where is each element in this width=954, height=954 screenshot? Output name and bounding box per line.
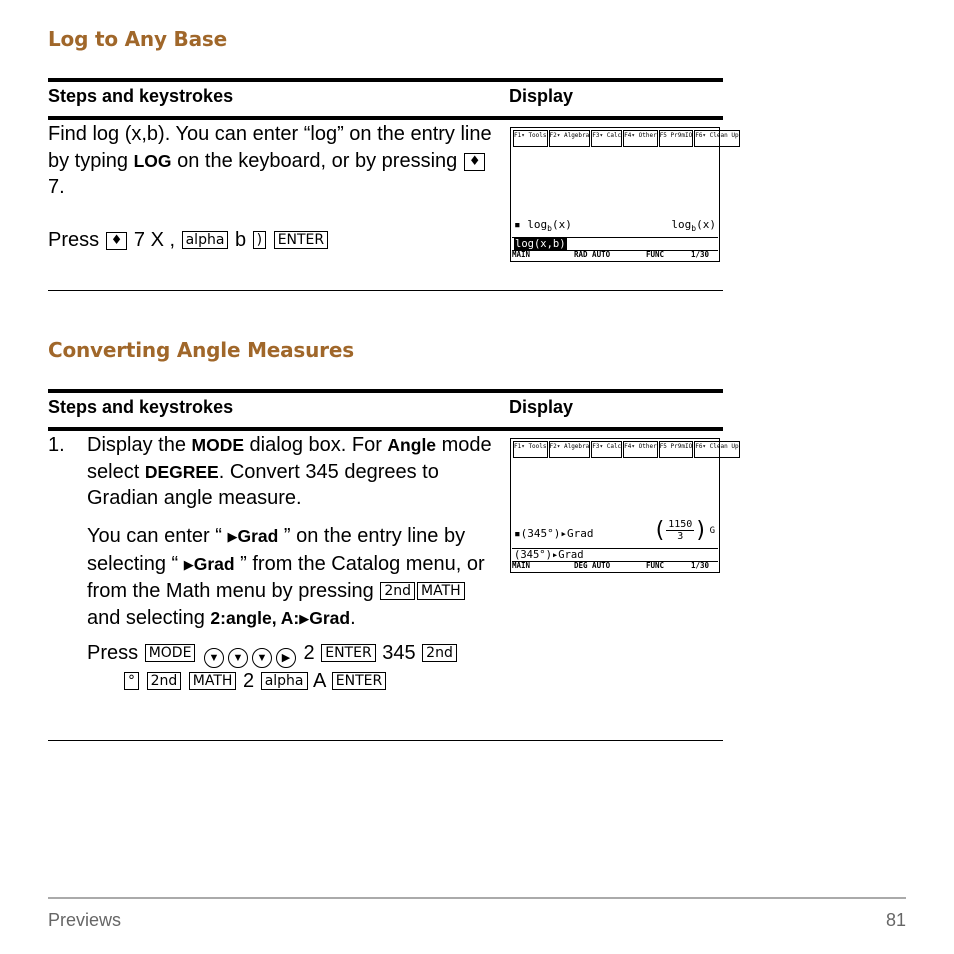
- toolbar-tab-f2: F2▾ Algebra: [549, 441, 591, 458]
- diamond-key: ♦: [464, 153, 486, 171]
- calculator-screen-angle: [510, 438, 739, 573]
- toolbar-tab-f4: F4▾ Other: [623, 441, 658, 458]
- enter-key: ENTER: [321, 644, 375, 662]
- entry-line: (345°)▸Grad: [512, 548, 718, 562]
- footer-rule: [48, 897, 906, 899]
- toolbar-tab-f5: F5 Pr9mIO: [659, 130, 694, 147]
- table-top-rule: [48, 78, 723, 82]
- toolbar-tab-f5: F5 Pr9mIO: [659, 441, 694, 458]
- table-header-rule: [48, 427, 723, 431]
- col-header-steps: Steps and keystrokes: [48, 86, 234, 106]
- entry-line: log(x,b): [512, 237, 718, 251]
- calculator-screen-log: [510, 127, 739, 262]
- table-bottom-rule: [48, 290, 723, 291]
- toolbar-tab-f1: F1▾ Tools: [513, 130, 548, 147]
- table-bottom-rule: [48, 740, 723, 741]
- history-line: ▪(345°)▸Grad: [514, 527, 594, 540]
- angle-keystrokes: Press MODE ▼ ▼ ▼ ▶ 2 ENTER 345 2nd ° 2nd MATH 2 alpha A ENTER: [87, 640, 497, 695]
- toolbar-tab-f6: F6▾ Clean Up: [694, 441, 739, 458]
- alpha-key: alpha: [261, 672, 308, 690]
- log-keystrokes: Press ♦ 7 X , alpha b ) ENTER: [48, 227, 498, 254]
- arrow-down-icon: ▼: [228, 648, 248, 668]
- section-title-angle: Converting Angle Measures: [48, 338, 354, 362]
- section-title-log: Log to Any Base: [48, 27, 227, 51]
- col-header-display: Display: [509, 397, 574, 417]
- toolbar-tab-f3: F3▾ Calc: [591, 441, 622, 458]
- toolbar: [513, 441, 739, 458]
- step-number: 1.: [48, 434, 65, 456]
- math-key: MATH: [189, 672, 237, 690]
- mode-key: MODE: [145, 644, 196, 662]
- toolbar-tab-f2: F2▾ Algebra: [549, 130, 591, 147]
- diamond-key: ♦: [106, 232, 128, 250]
- enter-key: ENTER: [332, 672, 386, 690]
- enter-key: ENTER: [274, 231, 328, 249]
- table-top-rule: [48, 389, 723, 393]
- 2nd-key: 2nd: [422, 644, 457, 662]
- log-instructions: Find log (x,b). You can enter “log” on the entry line by typing LOG on the keyboard, or by pressing ♦ 7.: [48, 123, 492, 198]
- toolbar-tab-f6: F6▾ Clean Up: [694, 130, 739, 147]
- status-bar: MAIN DEG AUTO FUNC 1/30: [512, 561, 710, 570]
- close-paren-key: ): [253, 231, 266, 249]
- toolbar: [513, 130, 739, 147]
- 2nd-key: 2nd: [380, 582, 415, 600]
- toolbar-tab-f3: F3▾ Calc: [591, 130, 622, 147]
- status-bar: MAIN RAD AUTO FUNC 1/30: [512, 250, 710, 259]
- footer-section-name: Previews: [48, 910, 122, 930]
- arrow-right-icon: ▶: [276, 648, 296, 668]
- angle-tip: You can enter “ ▶Grad ” on the entry line by selecting “ ▶Grad ” from the Catalog menu, or from the Math menu by pressing 2nd MATH and selecting 2:angle, A:▶Grad.: [87, 525, 485, 629]
- arrow-down-icon: ▼: [204, 648, 224, 668]
- history-line: ▪ $\log_b(x)$ $\log_b(x)$: [514, 218, 716, 234]
- history-result: ( $\frac{1150}{3}$ ) G: [652, 517, 715, 543]
- toolbar-tab-f1: F1▾ Tools: [513, 441, 548, 458]
- page-number: 81: [885, 910, 906, 930]
- math-key: MATH: [417, 582, 465, 600]
- col-header-steps: Steps and keystrokes: [48, 397, 234, 417]
- col-header-display: Display: [509, 86, 574, 106]
- arrow-down-icon: ▼: [252, 648, 272, 668]
- keyword-log: LOG: [133, 150, 172, 171]
- 2nd-key: 2nd: [147, 672, 182, 690]
- alpha-key: alpha: [182, 231, 229, 249]
- angle-instructions: Display the MODE dialog box. For Angle mode select DEGREE. Convert 345 degrees to Gradian angle measure.: [87, 434, 492, 509]
- toolbar-tab-f4: F4▾ Other: [623, 130, 658, 147]
- degree-key: °: [124, 672, 139, 690]
- table-header-rule: [48, 116, 723, 120]
